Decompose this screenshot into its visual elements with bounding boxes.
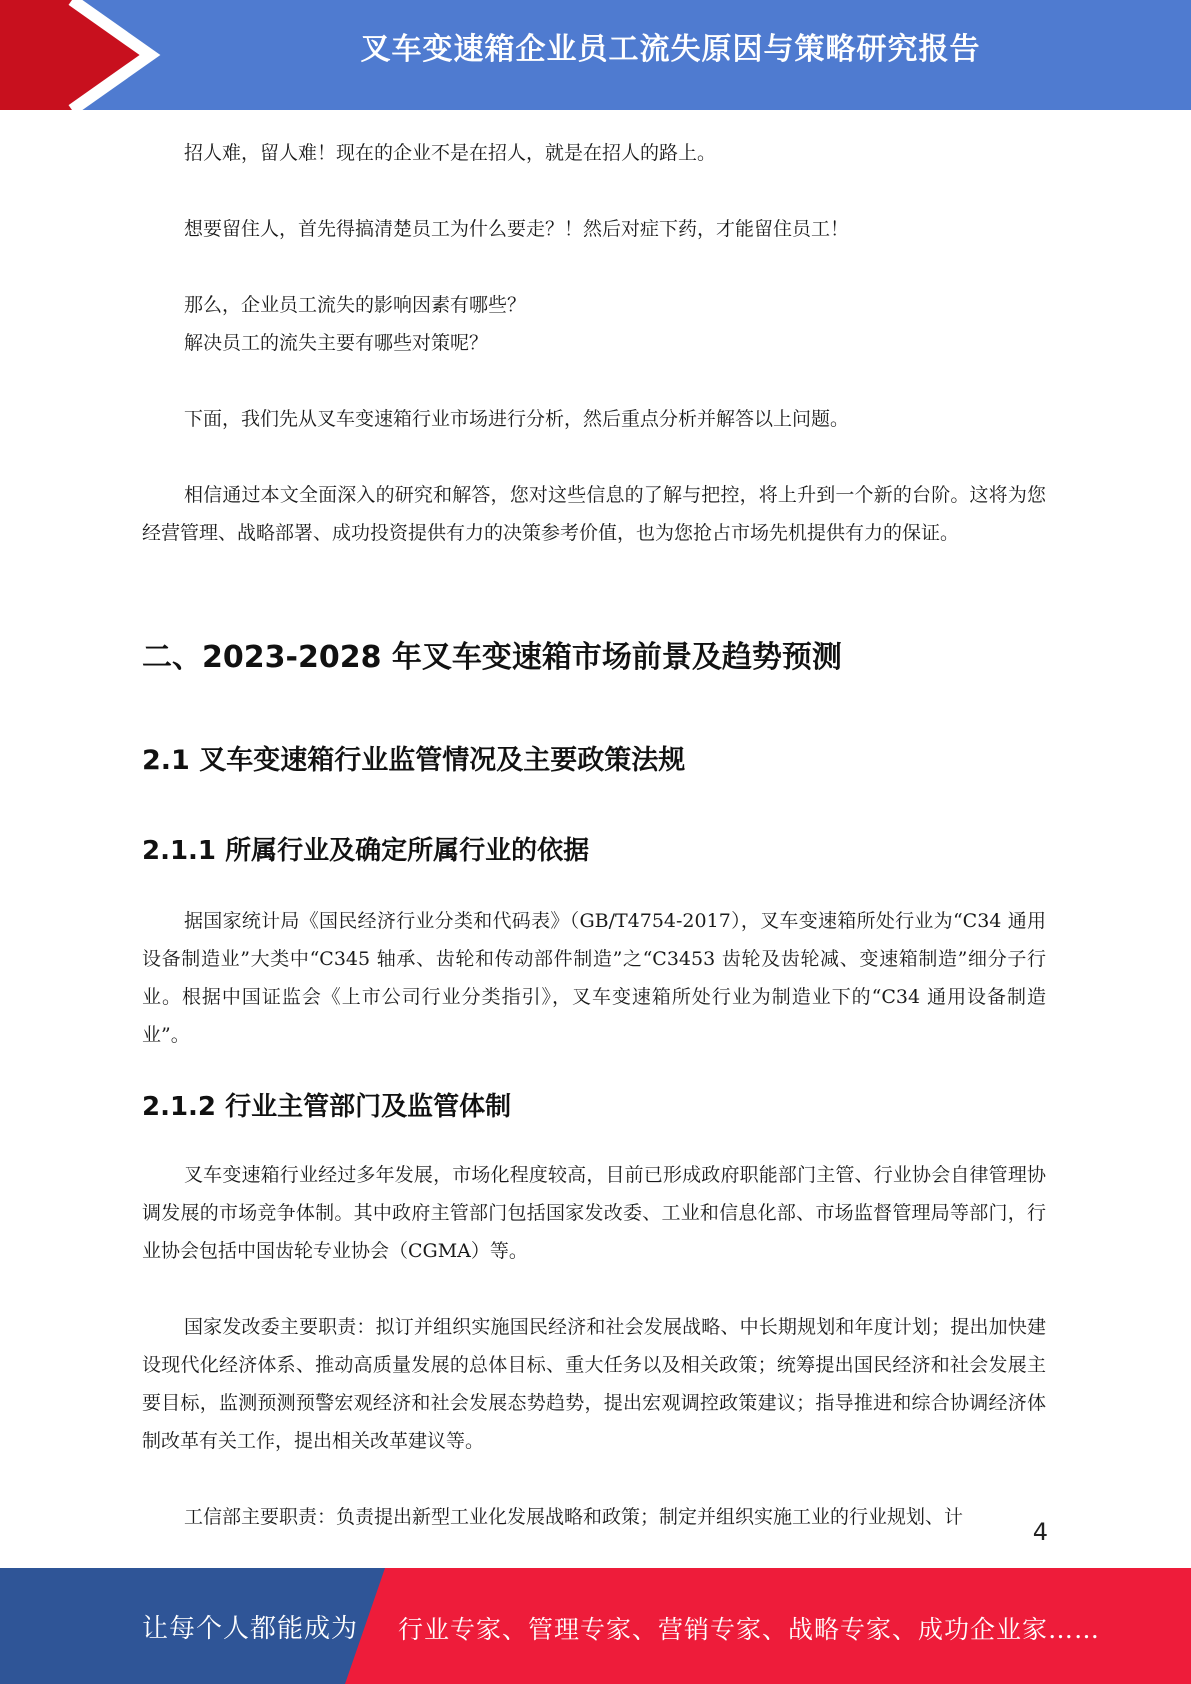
intro-paragraph-1: 招人难，留人难！现在的企业不是在招人，就是在招人的路上。 [184, 142, 717, 164]
header-banner [0, 0, 1191, 110]
regulation-paragraph-3: 工信部主要职责：负责提出新型工业化发展战略和政策；制定并组织实施工业的行业规划、计 [184, 1506, 964, 1528]
report-title: 叉车变速箱企业员工流失原因与策略研究报告 [360, 32, 981, 67]
industry-classification-paragraph: 据国家统计局《国民经济行业分类和代码表》（GB/T4754-2017），叉车变速箱所处行业为“C34 通用设备制造业”大类中“C345 轴承、齿轮和传动部件制造”之“C3453 齿轮及齿轮减、变速箱制造”细分子行业。根据中国证监会《上市公司行业分类指引》，叉车变速箱所处行业为制造业下的“C34 通用设备制造业”。 [142, 910, 1046, 1046]
section-2-heading: 二、2023-2028 年叉车变速箱市场前景及趋势预测 [142, 640, 842, 675]
page-number: 4 [1032, 1518, 1048, 1546]
regulation-paragraph-1: 叉车变速箱行业经过多年发展，市场化程度较高，目前已形成政府职能部门主管、行业协会自律管理协调发展的市场竞争体制。其中政府主管部门包括国家发改委、工业和信息化部、市场监督管理局等部门，行业协会包括中国齿轮专业协会（CGMA）等。 [142, 1164, 1046, 1262]
footer-banner [0, 1568, 1191, 1684]
footer-slogan-left: 让每个人都能成为 [142, 1614, 359, 1644]
intro-paragraph-2: 想要留住人，首先得搞清楚员工为什么要走？！然后对症下药，才能留住员工！ [184, 218, 850, 240]
section-2-1-2-body [142, 1156, 1046, 1536]
intro-question-2: 解决员工的流失主要有哪些对策呢？ [184, 332, 489, 354]
regulation-paragraph-2: 国家发改委主要职责：拟订并组织实施国民经济和社会发展战略、中长期规划和年度计划；提出加快建设现代化经济体系、推动高质量发展的总体目标、重大任务以及相关政策；统筹提出国民经济和社会发展主要目标，监测预测预警宏观经济和社会发展态势趋势，提出宏观调控政策建议；指导推进和综合协调经济体制改革有关工作，提出相关改革建议等。 [142, 1316, 1046, 1452]
section-2-1-2-heading: 2.1.2 行业主管部门及监管体制 [142, 1092, 512, 1122]
footer-slogan-right: 行业专家、管理专家、营销专家、战略专家、成功企业家…… [398, 1615, 1101, 1644]
section-2-1-1-body [142, 902, 1046, 1054]
intro-paragraph-5: 相信通过本文全面深入的研究和解答，您对这些信息的了解与把控，将上升到一个新的台阶。这将为您经营管理、战略部署、成功投资提供有力的决策参考价值，也为您抢占市场先机提供有力的保证。 [142, 484, 1046, 544]
section-2-1-heading: 2.1 叉车变速箱行业监管情况及主要政策法规 [142, 745, 686, 776]
intro-section [142, 134, 1046, 552]
intro-paragraph-4: 下面，我们先从叉车变速箱行业市场进行分析，然后重点分析并解答以上问题。 [184, 408, 850, 430]
intro-question-1: 那么，企业员工流失的影响因素有哪些？ [184, 294, 527, 316]
section-2-1-1-heading: 2.1.1 所属行业及确定所属行业的依据 [142, 836, 590, 866]
